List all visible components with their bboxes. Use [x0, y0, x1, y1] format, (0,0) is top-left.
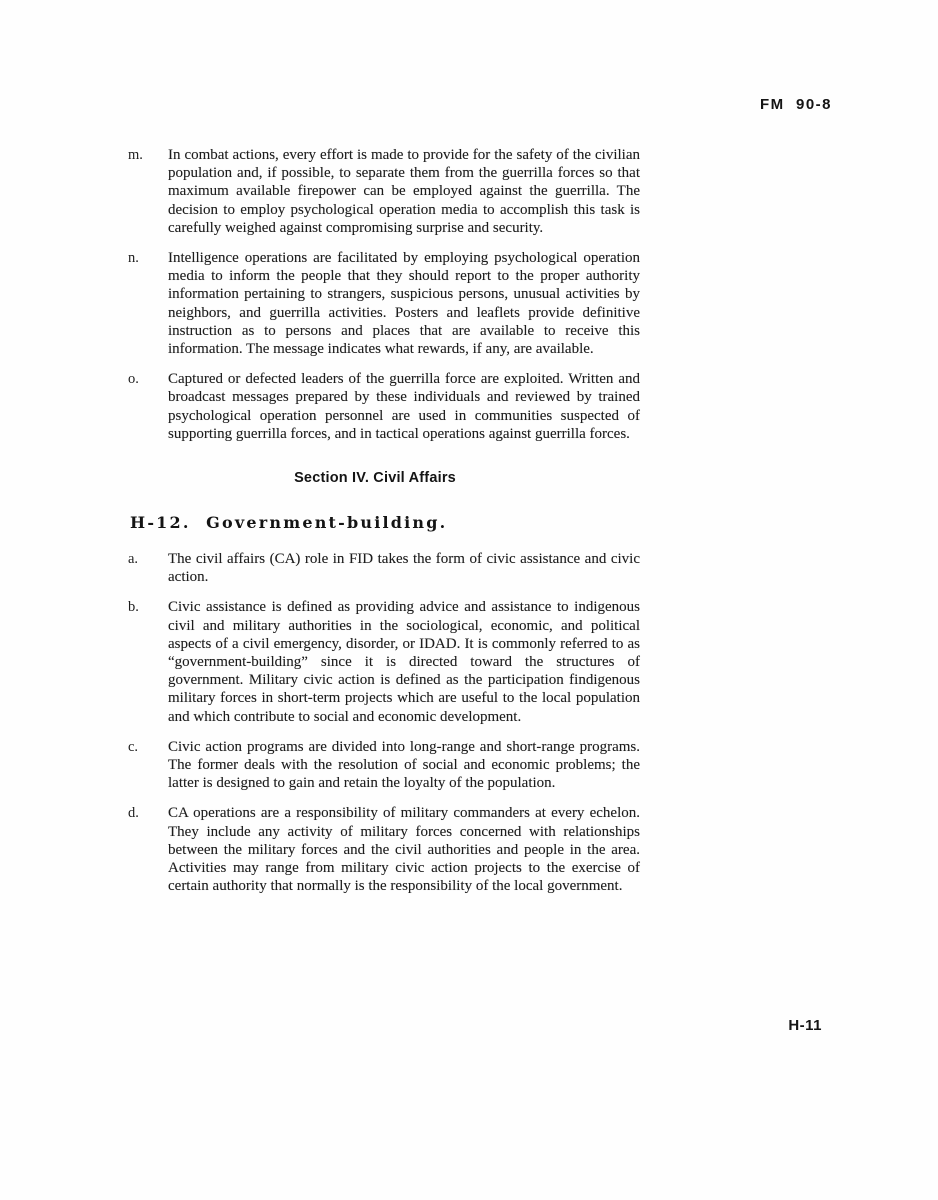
paragraph-text: CA operations are a responsibility of military commanders at every echelon. They include any activity of military forces concerned with relationships between the military forces and the civil authorities and people in the area. Activities may range from military civic action projects to the exercise of certain authority that normally is the responsibility of the local government. [168, 805, 640, 895]
paragraph-m [128, 146, 640, 237]
paragraph-d [128, 804, 640, 895]
section-heading: Section IV. Civil Affairs [294, 470, 456, 487]
paragraph-a [128, 550, 640, 586]
paragraph-c [128, 738, 640, 793]
paragraph-text: Intelligence operations are facilitated by employing psychological operation media to inform the people that they should report to the proper authority information pertaining to strangers, suspicious persons, unusual activities by neighbors, and guerrilla activities. Posters and leaflets provide definitive instruction as to persons and places that are available to receive this information. The message indicates what rewards, if any, are available. [168, 250, 640, 358]
paragraph-b [128, 598, 640, 725]
page-header [737, 79, 832, 130]
paragraph-label: m. [128, 147, 143, 163]
paragraph-label: c. [128, 738, 139, 755]
paragraph-label: a. [128, 551, 139, 568]
paragraph-n [128, 249, 640, 358]
paragraph-text: The civil affairs (CA) role in FID takes the form of civic assistance and civic action. [168, 551, 640, 586]
page-footer [788, 1017, 822, 1034]
paragraph-text: In combat actions, every effort is made to provide for the safety of the civilian population and, if possible, to separate them from the guerrilla forces so that maximum available firepower can be employed against the guerrilla. The decision to employ psychological operation media to accomplish this task is carefully weighed against compromising surprise and security. [168, 147, 640, 236]
paragraph-text: Civic assistance is defined as providing advice and assistance to indigenous civil and military authorities in the sociological, economic, and political aspects of a civil emergency, disorder, or IDAD. It is commonly referred to as “government-building” since it is directed toward the structures of government. Military civic action is defined as the participation findigenous military forces in short-term projects which are useful to the local population and which contribute to social and economic development. [168, 599, 640, 725]
paragraph-label: d. [128, 805, 139, 822]
article-heading: H-12. Government-building. [130, 513, 448, 533]
paragraph-o [128, 370, 640, 443]
paragraph-label: n. [128, 250, 139, 267]
page-content [128, 146, 640, 908]
document-id: FM 90-8 [759, 96, 832, 113]
page-number: H-11 [788, 1017, 822, 1034]
paragraph-text: Captured or defected leaders of the guerrilla force are exploited. Written and broadcast messages prepared by these individuals and reviewed by trained psychological operation personnel are used in communities suspected of supporting guerrilla forces, and in tactical operations against guerrilla forces. [168, 371, 640, 442]
paragraph-label: b. [128, 599, 139, 616]
paragraph-text: Civic action programs are divided into long-range and short-range programs. The former deals with the resolution of social and economic problems; the latter is designed to gain and retain the loyalty of the population. [168, 738, 640, 792]
paragraph-label: o. [128, 371, 139, 388]
